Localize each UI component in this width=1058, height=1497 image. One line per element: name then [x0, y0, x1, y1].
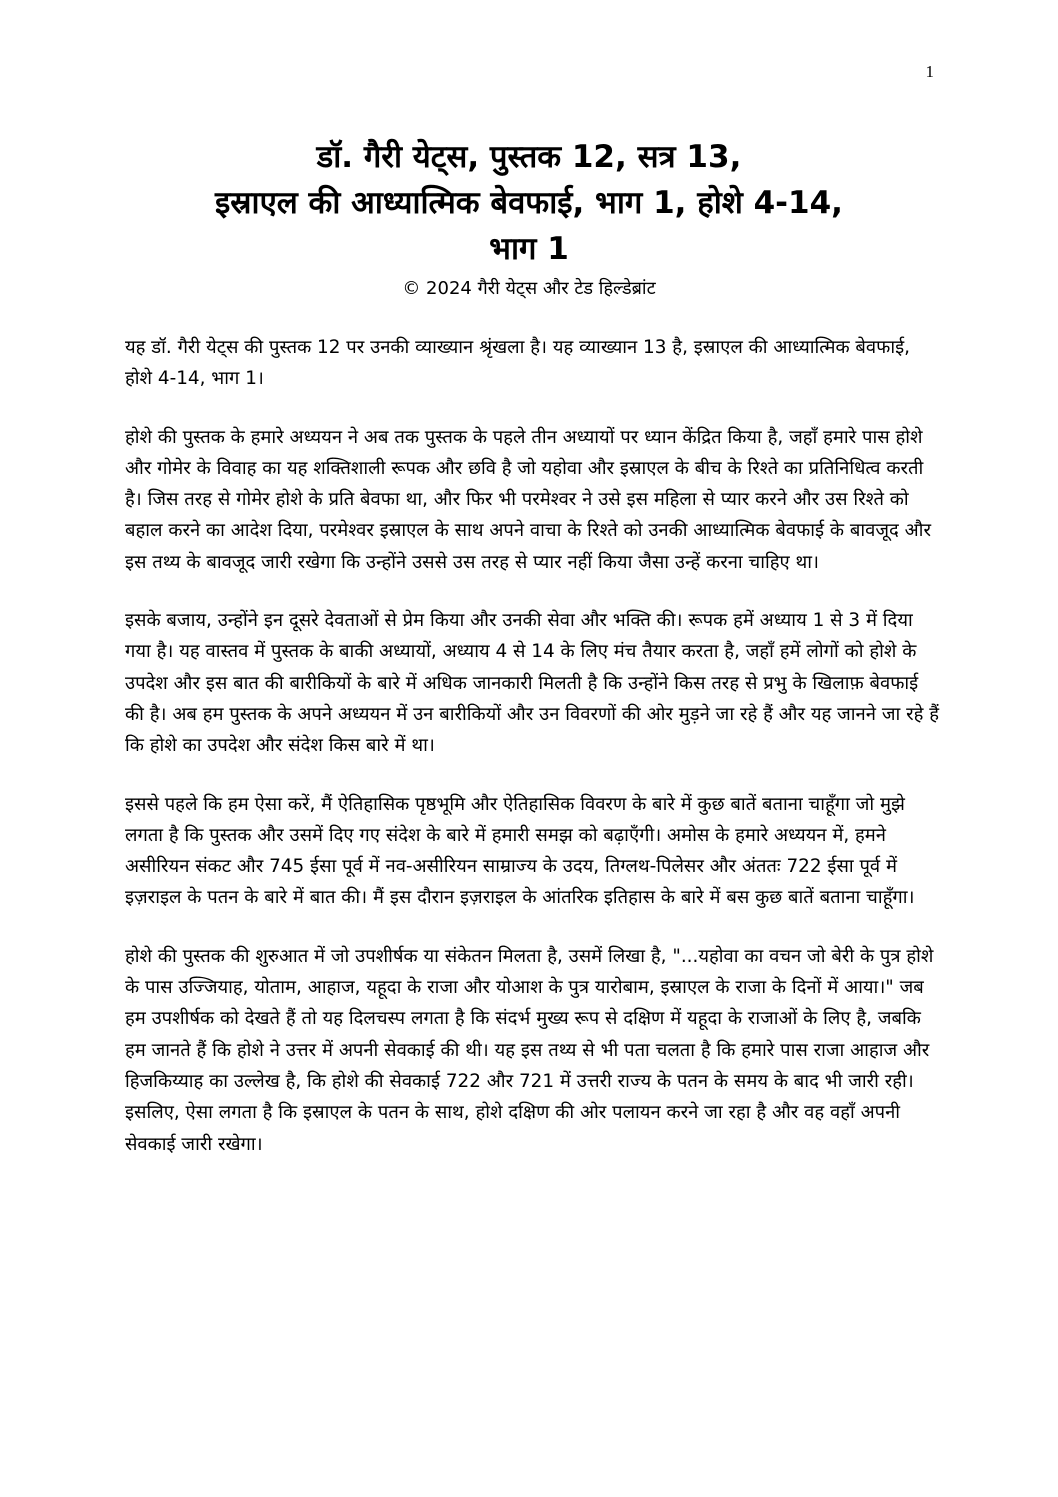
page-title [100, 134, 958, 272]
paragraph-4: इससे पहले कि हम ऐसा करें, मैं ऐतिहासिक पृष्ठभूमि और ऐतिहासिक विवरण के बारे में कुछ बातें बताना चाहूँगा जो मुझे लगता है कि पुस्तक और उसमें दिए गए संदेश के बारे में हमारी समझ को बढ़ाएँगी। अमोस के हमारे अध्ययन में, हमने असीरियन संकट और 745 ईसा पूर्व में नव-असीरियन साम्राज्य के उदय, तिग्लथ-पिलेसर और अंततः 722 ईसा पूर्व में इज़राइल के पतन के बारे में बात की। मैं इस दौरान इज़राइल के आंतरिक इतिहास के बारे में बस कुछ बातें बताना चाहूँगा। [125, 793, 915, 909]
paragraph-5: होशे की पुस्तक की शुरुआत में जो उपशीर्षक या संकेतन मिलता है, उसमें लिखा है, "...यहोवा का वचन जो बेरी के पुत्र होशे के पास उज्जियाह, योताम, आहाज, यहूदा के राजा और योआश के पुत्र यारोबाम, इस्राएल के राजा के दिनों में आया।" जब हम उपशीर्षक को देखते हैं तो यह दिलचस्प लगता है कि संदर्भ मुख्य रूप से दक्षिण में यहूदा के राजाओं के लिए है, जबकि हम जानते हैं कि होशे ने उत्तर में अपनी सेवकाई की थी। यह इस तथ्य से भी पता चलता है कि हमारे पास राजा आहाज और हिजकिय्याह का उल्लेख है, कि होशे की सेवकाई 722 और 721 में उत्तरी राज्य के पतन के समय के बाद भी जारी रही। इसलिए, ऐसा लगता है कि इस्राएल के पतन के साथ, होशे दक्षिण की ओर पलायन करने जा रहा है और वह वहाँ अपनी सेवकाई जारी रखेगा। [125, 945, 934, 1155]
title-line-1: डॉ. गैरी येट्स, पुस्तक 12, सत्र 13, [316, 139, 742, 175]
paragraph-2: होशे की पुस्तक के हमारे अध्ययन ने अब तक पुस्तक के पहले तीन अध्यायों पर ध्यान केंद्रित किया है, जहाँ हमारे पास होशे और गोमेर के विवाह का यह शक्तिशाली रूपक और छवि है जो यहोवा और इस्राएल के बीच के रिश्ते का प्रतिनिधित्व करती है। जिस तरह से गोमेर होशे के प्रति बेवफा था, और फिर भी परमेश्वर ने उसे इस महिला से प्यार करने और उस रिश्ते को बहाल करने का आदेश दिया, परमेश्वर इस्राएल के साथ अपने वाचा के रिश्ते को उनकी आध्यात्मिक बेवफाई के बावजूद और इस तथ्य के बावजूद जारी रखेगा कि उन्होंने उससे उस तरह से प्यार नहीं किया जैसा उन्हें करना चाहिए था। [125, 426, 931, 573]
paragraph-1: यह डॉ. गैरी येट्स की पुस्तक 12 पर उनकी व्याख्यान श्रृंखला है। यह व्याख्यान 13 है, इस्राएल की आध्यात्मिक बेवफाई, होशे 4-14, भाग 1। [125, 337, 910, 390]
title-line-3: भाग 1 [489, 231, 569, 267]
document-body [125, 332, 940, 1187]
copyright-notice: © 2024 गैरी येट्स और टेड हिल्डेब्रांट [402, 278, 656, 299]
paragraph-3: इसके बजाय, उन्होंने इन दूसरे देवताओं से प्रेम किया और उनकी सेवा और भक्ति की। रूपक हमें अध्याय 1 से 3 में दिया गया है। यह वास्तव में पुस्तक के बाकी अध्यायों, अध्याय 4 से 14 के लिए मंच तैयार करता है, जहाँ हमें लोगों को होशे के उपदेश और इस बात की बारीकियों के बारे में अधिक जानकारी मिलती है कि उन्होंने किस तरह से प्रभु के खिलाफ़ बेवफाई की है। अब हम पुस्तक के अपने अध्ययन में उन बारीकियों और उन विवरणों की ओर मुड़ने जा रहे हैं और यह जानने जा रहे हैं कि होशे का उपदेश और संदेश किस बारे में था। [125, 610, 939, 757]
page-number: 1 [925, 62, 934, 81]
title-line-2: इस्राएल की आध्यात्मिक बेवफाई, भाग 1, होशे 4-14, [215, 185, 843, 221]
